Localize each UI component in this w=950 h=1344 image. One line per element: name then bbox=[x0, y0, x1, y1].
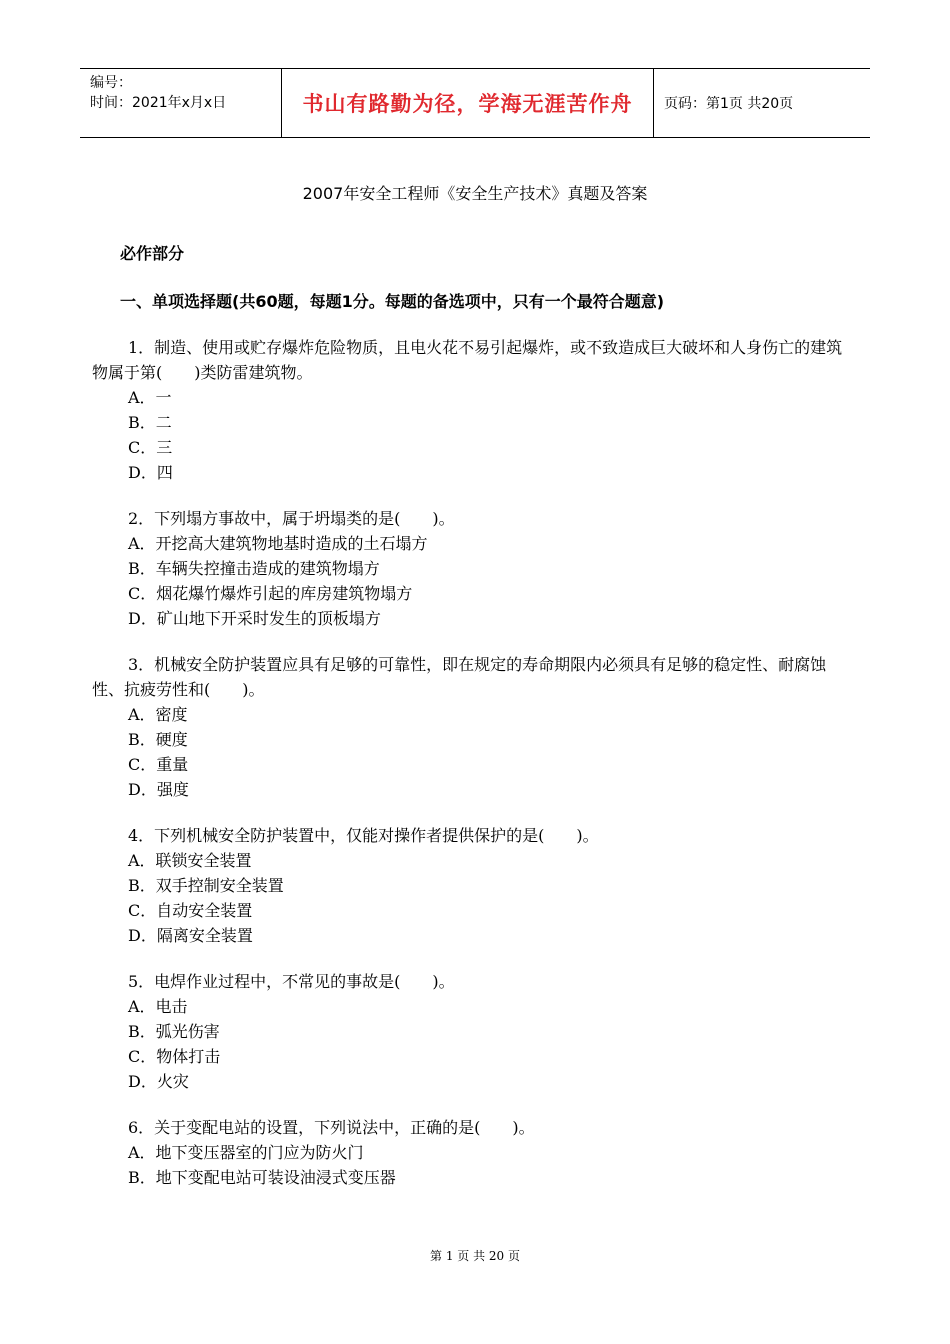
answer-option: B．双手控制安全装置 bbox=[128, 876, 284, 895]
answer-option: A．开挖高大建筑物地基时造成的土石塌方 bbox=[128, 534, 428, 553]
answer-option: D．隔离安全装置 bbox=[128, 926, 253, 945]
answer-option: A．电击 bbox=[128, 997, 188, 1016]
answer-option: B．车辆失控撞击造成的建筑物塌方 bbox=[128, 559, 380, 578]
question-list bbox=[92, 335, 852, 1211]
question-stem: 3．机械安全防护装置应具有足够的可靠性，即在规定的寿命期限内必须具有足够的稳定性、耐腐蚀性、抗疲劳性和( )。 bbox=[92, 655, 827, 699]
answer-option: D．矿山地下开采时发生的顶板塌方 bbox=[128, 609, 381, 628]
document-title: 2007年安全工程师《安全生产技术》真题及答案 bbox=[302, 184, 648, 203]
section-one-heading: 一、单项选择题(共60题，每题1分。每题的备选项中，只有一个最符合题意) bbox=[120, 292, 665, 311]
header-meta bbox=[80, 69, 282, 137]
question-item bbox=[92, 1115, 852, 1190]
page-info: 页码：第1页 共20页 bbox=[664, 96, 794, 112]
number-label: 编号： bbox=[90, 75, 132, 91]
page-header bbox=[80, 68, 870, 138]
header-motto-cell bbox=[282, 69, 654, 137]
question-stem: 1．制造、使用或贮存爆炸危险物质，且电火花不易引起爆炸，或不致造成巨大破坏和人身伤亡的建筑物属于第( )类防雷建筑物。 bbox=[92, 338, 843, 382]
question-stem: 2．下列塌方事故中，属于坍塌类的是( )。 bbox=[128, 509, 455, 528]
answer-option: C．烟花爆竹爆炸引起的库房建筑物塌方 bbox=[128, 584, 413, 603]
question-stem: 5．电焊作业过程中，不常见的事故是( )。 bbox=[128, 972, 455, 991]
section-required-heading: 必作部分 bbox=[120, 244, 185, 263]
question-item bbox=[92, 823, 852, 948]
answer-option: C．物体打击 bbox=[128, 1047, 221, 1066]
answer-option: A．密度 bbox=[128, 705, 188, 724]
answer-option: B．二 bbox=[128, 413, 172, 432]
answer-option: C．三 bbox=[128, 438, 173, 457]
question-item bbox=[92, 506, 852, 631]
question-item bbox=[92, 652, 852, 802]
answer-option: A．地下变压器室的门应为防火门 bbox=[128, 1143, 364, 1162]
answer-option: D．四 bbox=[128, 463, 173, 482]
answer-option: B．硬度 bbox=[128, 730, 188, 749]
answer-option: A．联锁安全装置 bbox=[128, 851, 252, 870]
motto-text: 书山有路勤为径，学海无涯苦作舟 bbox=[302, 92, 633, 116]
answer-option: D．火灾 bbox=[128, 1072, 189, 1091]
question-item bbox=[92, 969, 852, 1094]
time-label: 时间：2021年x月x日 bbox=[90, 95, 227, 111]
page-footer: 第 1 页 共 20 页 bbox=[430, 1249, 520, 1263]
answer-option: B．弧光伤害 bbox=[128, 1022, 220, 1041]
question-stem: 6．关于变配电站的设置，下列说法中，正确的是( )。 bbox=[128, 1118, 535, 1137]
question-stem: 4．下列机械安全防护装置中，仅能对操作者提供保护的是( )。 bbox=[128, 826, 599, 845]
answer-option: A．一 bbox=[128, 388, 172, 407]
answer-option: B．地下变配电站可装设油浸式变压器 bbox=[128, 1168, 396, 1187]
answer-option: D．强度 bbox=[128, 780, 189, 799]
answer-option: C．自动安全装置 bbox=[128, 901, 253, 920]
answer-option: C．重量 bbox=[128, 755, 189, 774]
question-item bbox=[92, 335, 852, 485]
